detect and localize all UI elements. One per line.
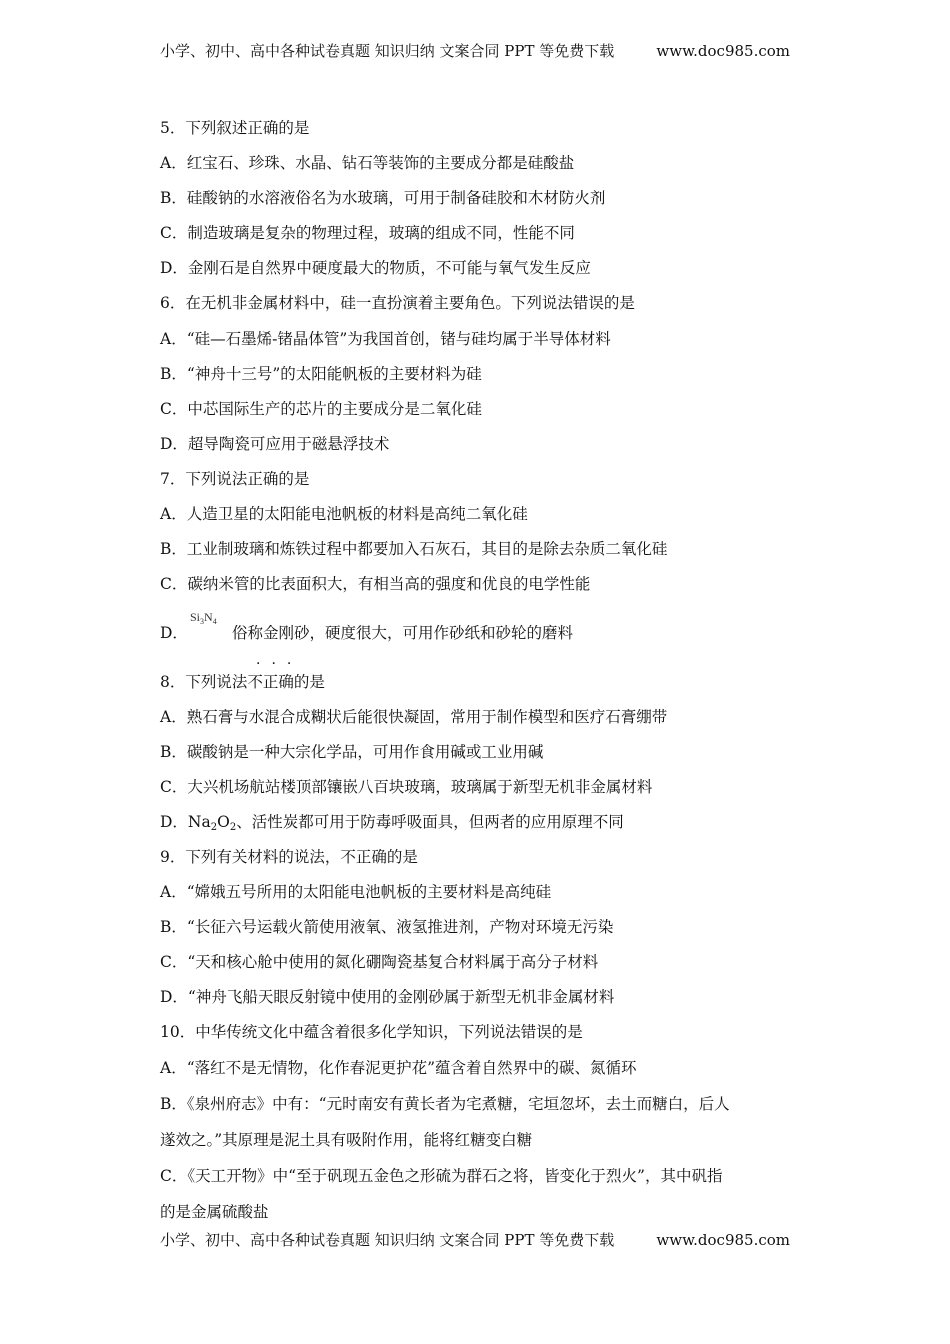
q6-option-b: B．“神舟十三号”的太阳能帆板的主要材料为硅 — [160, 365, 482, 383]
q10-stem: 10．中华传统文化中蕴含着很多化学知识，下列说法错误的是 — [160, 1023, 583, 1041]
q9-option-d: D．“神舟飞船天眼反射镜中使用的金刚砂属于新型无机非金属材料 — [160, 988, 615, 1006]
q6-option-d: D．超导陶瓷可应用于磁悬浮技术 — [160, 435, 390, 453]
header-url: www.doc985.com — [656, 42, 790, 60]
q7-option-b: B．工业制玻璃和炼铁过程中都要加入石灰石，其目的是除去杂质二氧化硅 — [160, 540, 668, 558]
q10-option-b-line1: B．《泉州府志》中有：“元时南安有黄长者为宅煮糖，宅垣忽坏，去土而糖白，后人 — [160, 1095, 730, 1113]
q8-option-a: A．熟石膏与水混合成糊状后能很快凝固，常用于制作模型和医疗石膏绷带 — [160, 708, 668, 726]
q9-option-c: C．“天和核心舱中使用的氮化硼陶瓷基复合材料属于高分子材料 — [160, 953, 599, 971]
q7-option-a: A．人造卫星的太阳能电池帆板的材料是高纯二氧化硅 — [160, 505, 528, 523]
q7-option-d-text: 俗称金刚砂，硬度很大，可用作砂纸和砂轮的磨料 — [232, 624, 574, 642]
footer-url: www.doc985.com — [656, 1231, 790, 1249]
q8-stem: 8．下列说法不正确的是 — [160, 673, 325, 691]
q8-option-c: C．大兴机场航站楼顶部镶嵌八百块玻璃，玻璃属于新型无机非金属材料 — [160, 778, 653, 796]
q10-option-a: A．“落红不是无情物，化作春泥更护花”蕴含着自然界中的碳、氮循环 — [160, 1059, 637, 1077]
q5-option-c: C．制造玻璃是复杂的物理过程，玻璃的组成不同，性能不同 — [160, 224, 575, 242]
q7-option-c: C．碳纳米管的比表面积大，有相当高的强度和优良的电学性能 — [160, 575, 591, 593]
q10-option-c-line2: 的是金属硫酸盐 — [160, 1203, 269, 1221]
page-header — [160, 41, 790, 61]
q10-option-b-line2: 遂效之。”其原理是泥土具有吸附作用，能将红糖变白糖 — [160, 1131, 533, 1149]
q8-option-d: D．$Na_2O_2$、活性炭都可用于防毒呼吸面具，但两者的应用原理不同 — [160, 813, 624, 833]
q6-option-c: C．中芯国际生产的芯片的主要成分是二氧化硅 — [160, 400, 482, 418]
q5-stem: 5．下列叙述正确的是 — [160, 119, 310, 137]
q7-stem: 7．下列说法正确的是 — [160, 470, 310, 488]
q9-stem: 9．下列有关材料的说法，不正确的是 — [160, 848, 418, 866]
q9-option-a: A．“嫦娥五号所用的太阳能电池帆板的主要材料是高纯硅 — [160, 883, 552, 901]
q7-option-d-label: D． — [160, 624, 188, 642]
header-text: 小学、初中、高中各种试卷真题 知识归纳 文案合同 PPT 等免费下载 — [160, 42, 615, 60]
q5-option-a: A．红宝石、珍珠、水晶、钻石等装饰的主要成分都是硅酸盐 — [160, 154, 575, 172]
q7-formula-si3n4: $Si_3N_4$ — [190, 610, 217, 626]
q9-option-b: B．“长征六号运载火箭使用液氧、液氢推进剂，产物对环境无污染 — [160, 918, 614, 936]
q8-option-b: B．碳酸钠是一种大宗化学品，可用作食用碱或工业用碱 — [160, 743, 544, 761]
q5-option-b: B．硅酸钠的水溶液俗名为水玻璃，可用于制备硅胶和木材防火剂 — [160, 189, 606, 207]
emphasis-dots: ··· — [256, 656, 303, 672]
q6-stem: 6．在无机非金属材料中，硅一直扮演着主要角色。下列说法错误的是 — [160, 294, 635, 312]
q6-option-a: A．“硅—石墨烯-锗晶体管”为我国首创，锗与硅均属于半导体材料 — [160, 330, 611, 348]
q5-option-d: D．金刚石是自然界中硬度最大的物质，不可能与氧气发生反应 — [160, 259, 591, 277]
page-footer — [160, 1230, 790, 1250]
q10-option-c-line1: C．《天工开物》中“至于矾现五金色之形硫为群石之将，皆变化于烈火”，其中矾指 — [160, 1167, 723, 1185]
footer-text: 小学、初中、高中各种试卷真题 知识归纳 文案合同 PPT 等免费下载 — [160, 1231, 615, 1249]
